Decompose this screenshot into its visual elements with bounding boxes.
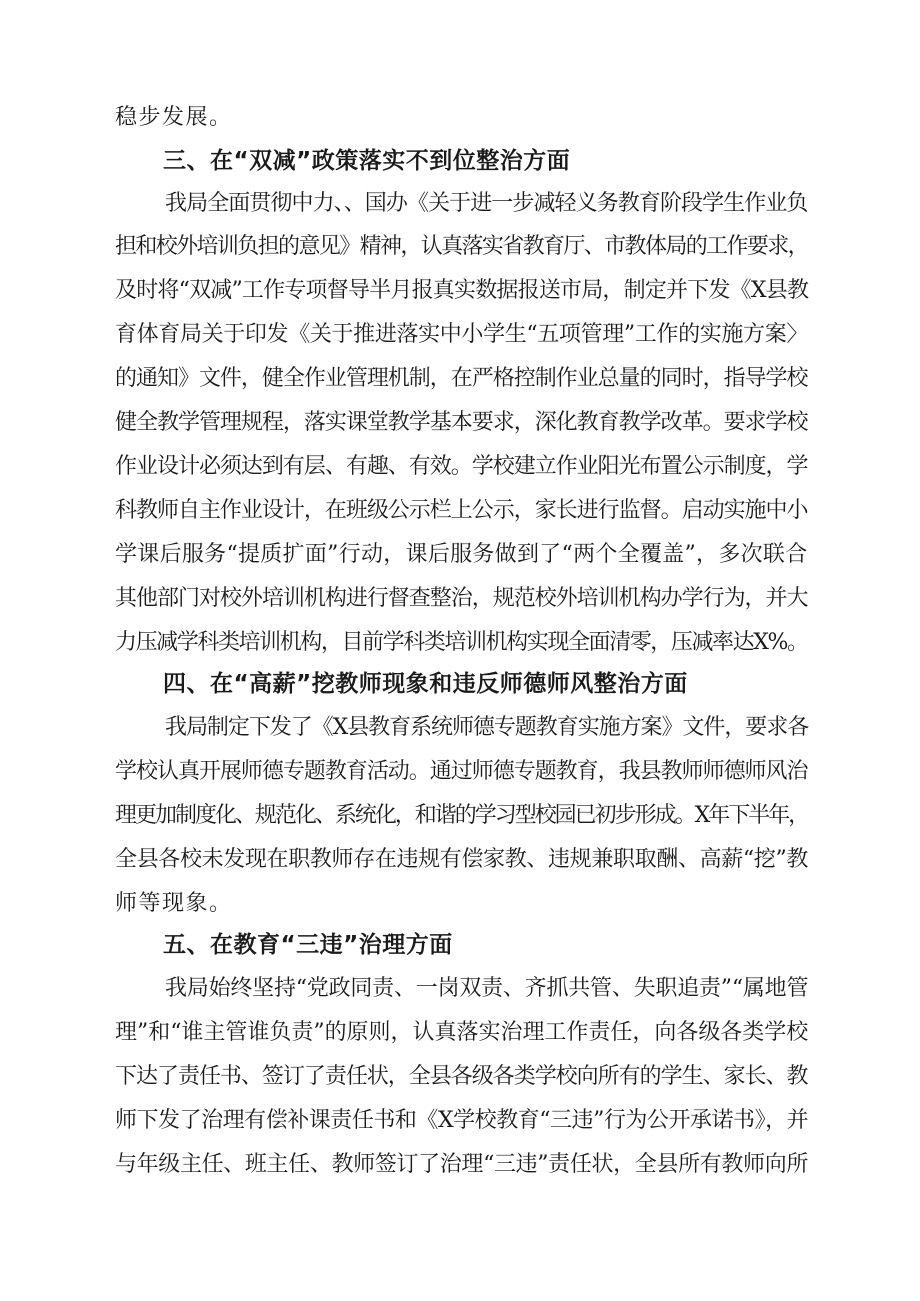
paragraph-line: 与年级主任、班主任、教师签订了治理“三违”责任状，全县所有教师向所 — [115, 1152, 808, 1177]
section-heading-3: 三、在“双减”政策落实不到位整治方面 — [163, 148, 571, 174]
section-heading-5: 五、在教育“三违”治理方面 — [163, 932, 453, 958]
paragraph-line: 我局全面贯彻中力、、国办《关于进一步减轻义务教育阶段学生作业负 — [165, 191, 808, 216]
paragraph-line: 科教师自主作业设计，在班级公示栏上公示，家长进行监督。启动实施中小 — [115, 498, 808, 523]
paragraph-line: 理更加制度化、规范化、系统化，和谐的学习型校园已初步形成。X年下半年， — [115, 803, 809, 828]
paragraph-line: 作业设计必须达到有层、有趣、有效。学校建立作业阳光布置公示制度，学 — [115, 454, 808, 479]
paragraph-line: 育体育局关于印发《关于推进落实中小学生“五项管理”工作的实施方案〉 — [115, 322, 808, 347]
paragraph-line: 师等现象。 — [115, 891, 233, 916]
paragraph-line: 健全教学管理规程，落实课堂教学基本要求，深化教育教学改革。要求学校 — [115, 410, 808, 435]
paragraph-line: 我局制定下发了《X县教育系统师德专题教育实施方案》文件，要求各 — [165, 715, 809, 740]
paragraph-line: 师下发了治理有偿补课责任书和《X学校教育“三违”行为公开承诺书》，并 — [115, 1108, 809, 1133]
section-heading-4: 四、在“高薪”挖教师现象和违反师德师风整治方面 — [163, 671, 688, 697]
paragraph-line: 我局始终坚持“党政同责、一岗双责、齐抓共管、失职追责”“属地管 — [165, 976, 809, 1001]
paragraph-line: 的通知》文件，健全作业管理机制，在严格控制作业总量的同时，指导学校 — [115, 366, 808, 391]
paragraph-line: 力压减学科类培训机构，目前学科类培训机构实现全面清零，压减率达X%。 — [115, 630, 808, 655]
paragraph-line: 全县各校未发现在职教师存在违规有偿家教、违规兼职取酬、高薪“挖”教 — [115, 847, 808, 872]
paragraph-line: 其他部门对校外培训机构进行督查整治，规范校外培训机构办学行为，并大 — [115, 586, 808, 611]
paragraph-line: 及时将“双减”工作专项督导半月报真实数据报送市局，制定并下发《X县教 — [115, 278, 809, 303]
paragraph-line: 理”和“谁主管谁负责”的原则，认真落实治理工作责任，向各级各类学校 — [115, 1020, 809, 1045]
paragraph-line: 学课后服务“提质扩面”行动，课后服务做到了“两个全覆盖”，多次联合 — [115, 542, 808, 567]
paragraph-line: 下达了责任书、签订了责任状，全县各级各类学校向所有的学生、家长、教 — [115, 1064, 808, 1089]
paragraph-line: 担和校外培训负担的意见》精神，认真落实省教育厅、市教体局的工作要求， — [115, 234, 809, 259]
paragraph-line: 学校认真开展师德专题教育活动。通过师德专题教育，我县教师师德师风治 — [115, 759, 808, 784]
paragraph-line-intro: 稳步发展。 — [115, 105, 233, 130]
